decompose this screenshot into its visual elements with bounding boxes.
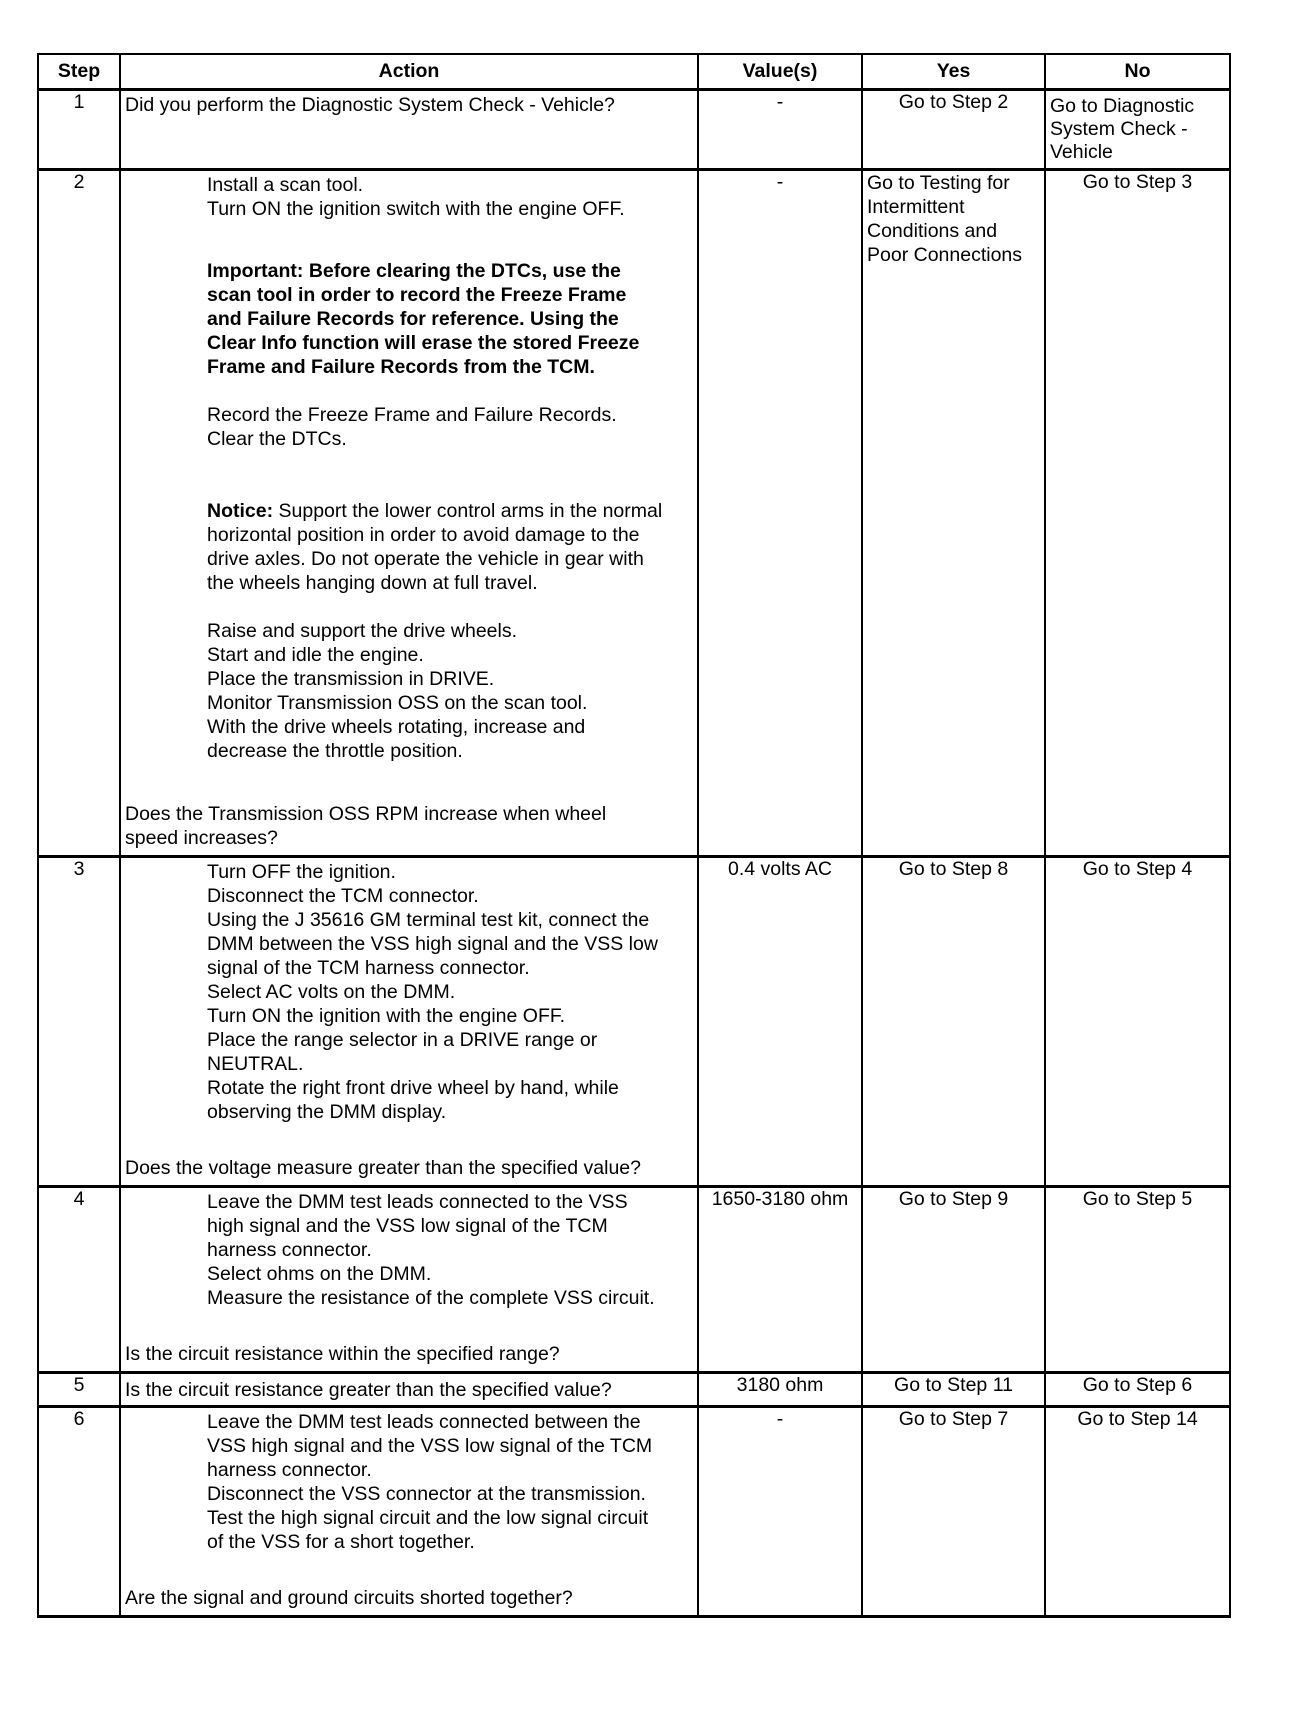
question-text: speed increases? [125, 827, 278, 849]
value-cell: - [698, 170, 862, 857]
action-line: Rotate the right front drive wheel by hand, while [207, 1077, 619, 1099]
no-cell: Go to Step 14 [1045, 1407, 1230, 1617]
action-line: Leave the DMM test leads connected to the VSS [207, 1191, 628, 1213]
action-line: Turn OFF the ignition. [207, 861, 396, 883]
value-cell: 1650-3180 ohm [698, 1187, 862, 1373]
no-line: Go to Diagnostic [1050, 95, 1195, 117]
value-cell: - [698, 90, 862, 170]
action-line: Disconnect the TCM connector. [207, 885, 479, 907]
no-cell [1045, 90, 1230, 170]
header-step: Step [38, 54, 120, 90]
table-row [38, 1373, 1230, 1407]
action-cell [120, 90, 698, 170]
table-row [38, 1407, 1230, 1617]
action-line: DMM between the VSS high signal and the VSS low [207, 933, 658, 955]
action-cell [120, 1187, 698, 1373]
important-note: Frame and Failure Records from the TCM. [207, 356, 595, 378]
notice-note [121, 499, 697, 523]
question-text: Are the signal and ground circuits shorted together? [125, 1587, 573, 1609]
question-text: Is the circuit resistance within the specified range? [125, 1343, 560, 1365]
action-cell [120, 1407, 698, 1617]
action-line: VSS high signal and the VSS low signal of the TCM [207, 1435, 653, 1457]
action-line: Select ohms on the DMM. [207, 1263, 432, 1285]
action-line: harness connector. [207, 1239, 372, 1261]
question-text: Did you perform the Diagnostic System Check - Vehicle? [125, 94, 615, 116]
action-line: Start and idle the engine. [207, 644, 424, 666]
action-line: Test the high signal circuit and the low signal circuit [207, 1507, 649, 1529]
value-cell: 3180 ohm [698, 1373, 862, 1407]
yes-cell: Go to Step 2 [862, 90, 1045, 170]
action-cell [120, 1373, 698, 1407]
action-line: Raise and support the drive wheels. [207, 620, 518, 642]
action-cell [120, 857, 698, 1187]
action-line: Measure the resistance of the complete VSS circuit. [207, 1287, 655, 1309]
action-line: Place the range selector in a DRIVE range or [207, 1029, 598, 1051]
action-line: Using the J 35616 GM terminal test kit, connect the [207, 909, 650, 931]
header-value: Value(s) [698, 54, 862, 90]
action-line: decrease the throttle position. [207, 740, 463, 762]
action-line: Clear the DTCs. [207, 428, 347, 450]
yes-cell: Go to Step 9 [862, 1187, 1045, 1373]
table-row [38, 857, 1230, 1187]
yes-line: Poor Connections [867, 244, 1023, 266]
action-line: harness connector. [207, 1459, 372, 1481]
action-line: Record the Freeze Frame and Failure Records. [207, 404, 617, 426]
yes-cell: Go to Step 7 [862, 1407, 1045, 1617]
important-note: scan tool in order to record the Freeze Frame [207, 284, 627, 306]
action-line: With the drive wheels rotating, increase and [207, 716, 586, 738]
important-note: and Failure Records for reference. Using the [207, 308, 619, 330]
question-text: Is the circuit resistance greater than the specified value? [125, 1378, 612, 1401]
notice-label: Notice: [207, 500, 274, 522]
action-line: observing the DMM display. [207, 1101, 447, 1123]
step-number: 3 [38, 857, 120, 1187]
no-cell: Go to Step 3 [1045, 170, 1230, 857]
step-number: 1 [38, 90, 120, 170]
yes-cell [862, 170, 1045, 857]
step-number: 4 [38, 1187, 120, 1373]
table-row [38, 1187, 1230, 1373]
table-row [38, 170, 1230, 857]
action-line: high signal and the VSS low signal of the TCM [207, 1215, 608, 1237]
action-line: Install a scan tool. [207, 174, 364, 196]
no-line: Vehicle [1050, 141, 1113, 163]
header-yes: Yes [862, 54, 1045, 90]
action-line: Disconnect the VSS connector at the transmission. [207, 1483, 646, 1505]
no-cell: Go to Step 6 [1045, 1373, 1230, 1407]
action-line: Monitor Transmission OSS on the scan tool. [207, 692, 588, 714]
action-line: Turn ON the ignition with the engine OFF. [207, 1005, 566, 1027]
step-number: 2 [38, 170, 120, 857]
notice-note: horizontal position in order to avoid damage to the [207, 524, 640, 546]
action-line: of the VSS for a short together. [207, 1531, 475, 1553]
yes-cell: Go to Step 11 [862, 1373, 1045, 1407]
action-line: Leave the DMM test leads connected between the [207, 1411, 641, 1433]
important-note: Important: Before clearing the DTCs, use the [207, 260, 621, 282]
yes-line: Conditions and [867, 220, 998, 242]
question-text: Does the Transmission OSS RPM increase when wheel [125, 803, 607, 825]
no-cell: Go to Step 5 [1045, 1187, 1230, 1373]
notice-note: the wheels hanging down at full travel. [207, 572, 538, 594]
value-cell: - [698, 1407, 862, 1617]
table-row [38, 90, 1230, 170]
question-text: Does the voltage measure greater than the specified value? [125, 1157, 641, 1179]
yes-cell: Go to Step 8 [862, 857, 1045, 1187]
diagnostic-table [37, 53, 1231, 1618]
no-cell: Go to Step 4 [1045, 857, 1230, 1187]
action-line: Turn ON the ignition switch with the engine OFF. [207, 198, 625, 220]
notice-text: Support the lower control arms in the normal [273, 500, 663, 522]
action-line: Place the transmission in DRIVE. [207, 668, 495, 690]
value-cell: 0.4 volts AC [698, 857, 862, 1187]
important-note: Clear Info function will erase the stored Freeze [207, 332, 640, 354]
header-action: Action [120, 54, 698, 90]
action-line: signal of the TCM harness connector. [207, 957, 530, 979]
yes-line: Intermittent [867, 196, 965, 218]
yes-line: Go to Testing for [867, 172, 1010, 194]
header-row [38, 54, 1230, 90]
step-number: 5 [38, 1373, 120, 1407]
header-no: No [1045, 54, 1230, 90]
notice-note: drive axles. Do not operate the vehicle in gear with [207, 548, 644, 570]
step-number: 6 [38, 1407, 120, 1617]
action-line: Select AC volts on the DMM. [207, 981, 456, 1003]
action-line: NEUTRAL. [207, 1053, 304, 1075]
no-line: System Check - [1050, 118, 1188, 140]
action-cell [120, 170, 698, 857]
